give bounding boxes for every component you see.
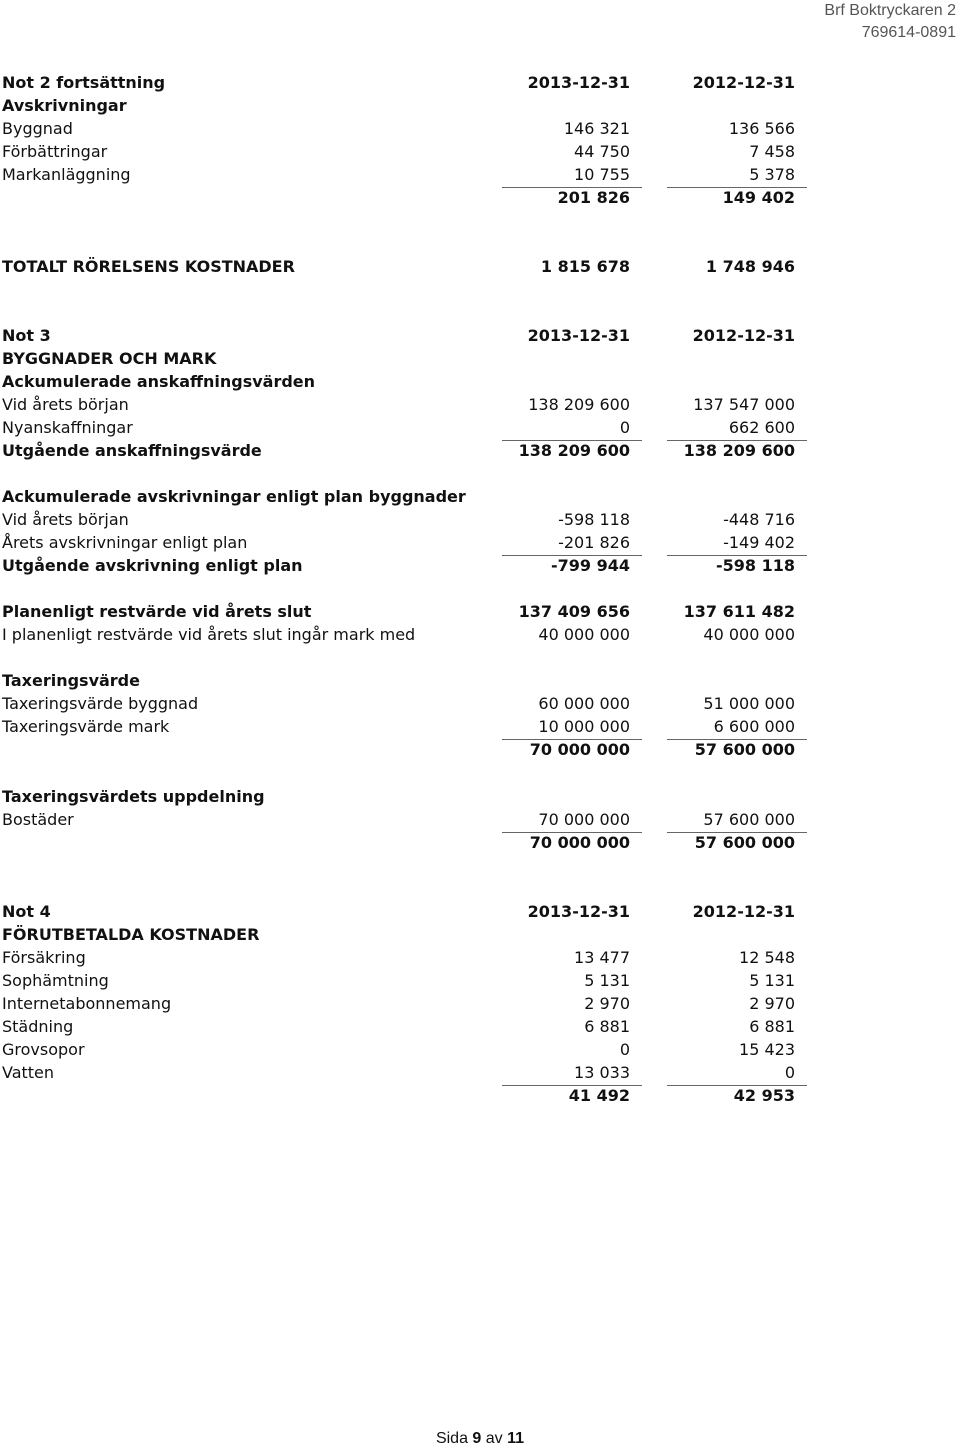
value-2013: -598 118 <box>558 510 630 529</box>
sum-row <box>2 1085 812 1107</box>
value-2012: 6 600 000 <box>713 717 795 736</box>
page-footer <box>0 1428 960 1450</box>
row-label: Städning <box>2 1017 74 1036</box>
table-row <box>2 417 812 439</box>
row-label: Sophämtning <box>2 971 109 990</box>
row-label: Försäkring <box>2 948 86 967</box>
sum-row <box>2 739 812 761</box>
sum-row <box>2 440 812 462</box>
sum-2013: 41 492 <box>568 1086 630 1105</box>
value-2012: 138 209 600 <box>683 441 795 460</box>
sum-row <box>2 832 812 854</box>
heading-label: Taxeringsvärdets uppdelning <box>2 787 265 806</box>
org-number: 769614-0891 <box>861 24 956 41</box>
row-label: Utgående avskrivning enligt plan <box>2 556 303 575</box>
row-label: Förbättringar <box>2 142 108 161</box>
page-separator: av <box>485 1430 503 1447</box>
row-label: Nyanskaffningar <box>2 418 133 437</box>
value-2013: 60 000 000 <box>538 694 630 713</box>
note-title: Not 4 <box>2 902 51 921</box>
note-title: Not 2 fortsättning <box>2 73 166 92</box>
total-row <box>2 256 812 278</box>
column-header-2012: 2012-12-31 <box>692 326 795 345</box>
value-2013: 0 <box>619 1040 630 1059</box>
value-2012: 57 600 000 <box>703 810 795 829</box>
value-2012: 137 611 482 <box>683 602 795 621</box>
subsection-heading <box>2 371 812 393</box>
page-prefix: Sida <box>435 1430 468 1447</box>
value-2012: 662 600 <box>728 418 795 437</box>
value-2013: 10 755 <box>574 165 630 184</box>
value-2013: 40 000 000 <box>538 625 630 644</box>
subsection-heading <box>2 486 812 508</box>
total-2012: 1 748 946 <box>705 257 795 276</box>
value-2012: 6 881 <box>749 1017 795 1036</box>
value-2013: 0 <box>619 418 630 437</box>
heading-label: BYGGNADER OCH MARK <box>2 349 217 368</box>
note-heading <box>2 924 812 946</box>
value-2013: 10 000 000 <box>538 717 630 736</box>
row-label: Årets avskrivningar enligt plan <box>2 533 248 552</box>
value-2012: 5 131 <box>749 971 795 990</box>
sum-row <box>2 555 812 577</box>
row-label: Planenligt restvärde vid årets slut <box>2 602 312 621</box>
value-2013: 2 970 <box>584 994 630 1013</box>
table-row <box>2 970 812 992</box>
sum-2013: 201 826 <box>557 188 630 207</box>
section-label: Avskrivningar <box>2 96 127 115</box>
page-number: 9 <box>472 1430 482 1447</box>
value-2013: 138 209 600 <box>528 395 630 414</box>
sum-2012: 149 402 <box>722 188 795 207</box>
table-row <box>2 716 812 738</box>
subsection-heading <box>2 670 812 692</box>
note-title: Not 3 <box>2 326 51 345</box>
column-header-2013: 2013-12-31 <box>527 326 630 345</box>
note-4-header-row <box>2 901 812 923</box>
value-2013: 5 131 <box>584 971 630 990</box>
table-row <box>2 141 812 163</box>
value-2013: 146 321 <box>563 119 630 138</box>
table-row <box>2 394 812 416</box>
sum-2012: 57 600 000 <box>694 833 795 852</box>
row-label: Grovsopor <box>2 1040 85 1059</box>
value-2012: -448 716 <box>723 510 795 529</box>
heading-label: FÖRUTBETALDA KOSTNADER <box>2 925 260 944</box>
table-row <box>2 993 812 1015</box>
value-2012: 136 566 <box>728 119 795 138</box>
table-row <box>2 809 812 831</box>
row-label: Bostäder <box>2 810 74 829</box>
heading-label: Ackumulerade avskrivningar enligt plan byggnader <box>2 487 466 506</box>
table-row <box>2 509 812 531</box>
sum-2013: 70 000 000 <box>529 740 630 759</box>
table-row <box>2 1062 812 1084</box>
row-label: Taxeringsvärde byggnad <box>2 694 199 713</box>
row-label: Markanläggning <box>2 165 131 184</box>
note-3-header-row <box>2 325 812 347</box>
table-row <box>2 1039 812 1061</box>
company-name: Brf Boktryckaren 2 <box>824 2 956 19</box>
row-label: Taxeringsvärde mark <box>2 717 170 736</box>
sum-2012: 57 600 000 <box>694 740 795 759</box>
column-header-2013: 2013-12-31 <box>527 73 630 92</box>
row-label: I planenligt restvärde vid årets slut ingår mark med <box>2 625 416 644</box>
total-label: TOTALT RÖRELSENS KOSTNADER <box>2 257 295 276</box>
table-row <box>2 118 812 140</box>
section-heading <box>2 95 812 117</box>
value-2012: 12 548 <box>739 948 795 967</box>
sum-row <box>2 187 812 209</box>
table-row <box>2 624 812 646</box>
value-2012: 51 000 000 <box>703 694 795 713</box>
value-2013: 137 409 656 <box>518 602 630 621</box>
sum-2012: 42 953 <box>733 1086 795 1105</box>
row-label: Vid årets början <box>2 510 129 529</box>
value-2012: 137 547 000 <box>693 395 795 414</box>
value-2013: 44 750 <box>574 142 630 161</box>
value-2013: 138 209 600 <box>518 441 630 460</box>
row-label: Byggnad <box>2 119 73 138</box>
value-2012: 40 000 000 <box>703 625 795 644</box>
heading-label: Taxeringsvärde <box>2 671 140 690</box>
table-row <box>2 693 812 715</box>
table-row <box>2 164 812 186</box>
table-row <box>2 1016 812 1038</box>
value-2012: 0 <box>784 1063 795 1082</box>
value-2012: 7 458 <box>749 142 795 161</box>
heading-label: Ackumulerade anskaffningsvärden <box>2 372 316 391</box>
value-2013: -201 826 <box>558 533 630 552</box>
page-header <box>824 0 956 44</box>
row-label: Internetabonnemang <box>2 994 172 1013</box>
value-2012: 15 423 <box>739 1040 795 1059</box>
value-2013: 13 477 <box>574 948 630 967</box>
page-total: 11 <box>507 1430 525 1447</box>
value-2012: -149 402 <box>723 533 795 552</box>
row-label: Vid årets början <box>2 395 129 414</box>
table-row <box>2 532 812 554</box>
total-2013: 1 815 678 <box>540 257 630 276</box>
column-header-2012: 2012-12-31 <box>692 73 795 92</box>
row-label: Vatten <box>2 1063 55 1082</box>
value-2013: -799 944 <box>550 556 630 575</box>
value-2013: 13 033 <box>574 1063 630 1082</box>
column-header-2012: 2012-12-31 <box>692 902 795 921</box>
value-2012: 2 970 <box>749 994 795 1013</box>
residual-row <box>2 601 812 623</box>
note-2-header-row <box>2 72 812 94</box>
value-2013: 70 000 000 <box>538 810 630 829</box>
sum-2013: 70 000 000 <box>529 833 630 852</box>
table-row <box>2 947 812 969</box>
value-2013: 6 881 <box>584 1017 630 1036</box>
value-2012: -598 118 <box>715 556 795 575</box>
column-header-2013: 2013-12-31 <box>527 902 630 921</box>
row-label: Utgående anskaffningsvärde <box>2 441 262 460</box>
value-2012: 5 378 <box>749 165 795 184</box>
subsection-heading <box>2 786 812 808</box>
note-heading <box>2 348 812 370</box>
